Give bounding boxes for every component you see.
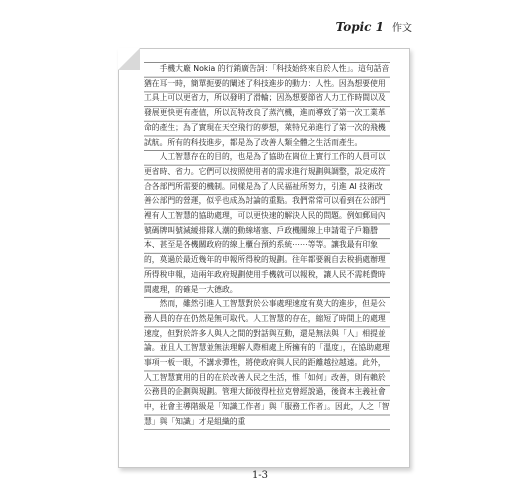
section-label: 作文 <box>392 23 412 34</box>
page-header <box>336 19 412 34</box>
essay-content <box>144 62 390 430</box>
essay-paragraph: 手機大廠 Nokia 的行銷廣告詞：「科技始終來自於人性」。這句話音猶在耳一時，簡單扼要的闡述了科技進步的動力：人性。因為想要使用工具上可以更省力，所以發明了滑輪；因為想要節省人力工作時間以及發展更快更有產值，所以瓦特改良了蒸汽機，進而導致了第一次工業革命的產生；為了實現在天空飛行的夢想，萊特兄弟進行了第一次的飛機試航。所有的科技進步，都是為了改善人類全體之生活而產生。 <box>144 62 390 150</box>
page-fold-shadow <box>118 48 140 70</box>
page-number: 1-3 <box>251 470 269 481</box>
essay-paragraph: 人工智慧存在的目的，也是為了協助在崗位上實行工作的人員可以更省時、省力。它們可以按照使用者的需求進行規劃與調整，設定成符合各部門所需要的機制。同樣是為了人民福祉所努力，引進 AI 技術改善公部門的營運，似乎也成為討論的重點。我們常常可以看到在公部門裡有人工智慧的協助處理，可以更快速的解決人民的問題。例如郵局內號碼牌叫號減緩排隊人潮的動線堵塞、戶政機關線上申請電子戶籍謄本、甚至是各機關政府的線上櫃台預約系統⋯⋯等等。讓我最有印象的，莫過於最近幾年的申報所得稅的規劃。往年都要親自去稅捐處辦理所得稅申報，這兩年政府規劃使用手機就可以報稅，讓人民不需耗費時間處理，的確是一大德政。 <box>144 150 390 297</box>
topic-label: Topic 1 <box>335 20 384 34</box>
essay-paragraph: 然而，雖然引進人工智慧對於公事處理速度有莫大的進步，但是公務人員的存在仍然是無可取代。人工智慧的存在，縮短了時間上的處理速度，但對於許多人與人之間的對話與互動，還是無法與「人」相提並論。並且人工智慧並無法理解人際相處上所擁有的「溫度」，在協助處理事項一板一眼，不講求彈性，將使政府與人民的距離越拉越遠。此外，人工智慧實用的目的在於改善人民之生活，惟「如何」改善，則有賴於公務員的企劃與規劃。管理大師彼得杜拉克曾經說過，後資本主義社會中，社會主導階級是「知識工作者」與「服務工作者」。因此，人之「智慧」與「知識」才是組織的重 <box>144 297 390 429</box>
